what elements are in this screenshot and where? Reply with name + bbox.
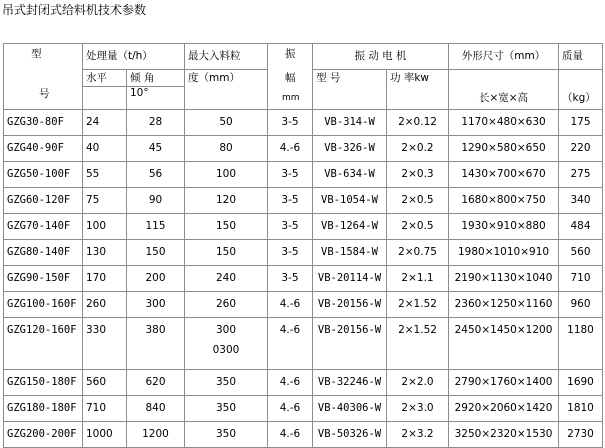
table-row [4,370,603,396]
cell-incline: 620 [127,370,185,396]
cell-dims: 1170×480×630 [449,110,559,136]
cell-mass: 220 [559,136,603,162]
cell-horizontal: 40 [83,136,127,162]
cell-feed: 80 [185,136,268,162]
cell-motor-model: VB-50326-W [313,422,387,448]
cell-motor-model: VB-32246-W [313,370,387,396]
cell-amplitude: 3-5 [268,266,313,292]
cell-mass: 275 [559,162,603,188]
cell-horizontal: 710 [83,396,127,422]
header-amplitude-1: 振 [285,48,296,60]
table-row [4,266,603,292]
cell-model: GZG100-160F [4,292,83,318]
cell-dims: 2450×1450×1200 [449,318,559,370]
cell-motor-model: VB-40306-W [313,396,387,422]
header-row-1 [4,44,603,70]
cell-horizontal: 130 [83,240,127,266]
cell-power: 2×0.75 [387,240,449,266]
cell-feed: 150 [185,240,268,266]
cell-feed-value-2: 0300 [212,344,240,356]
header-max-feed-1: 最大入料粒 [185,44,268,70]
cell-model: GZG150-180F [4,370,83,396]
cell-motor-model: VB-1264-W [313,214,387,240]
cell-power: 2×0.5 [387,214,449,240]
cell-amplitude: 3-5 [268,188,313,214]
cell-power: 2×1.52 [387,292,449,318]
page-title: 吊式封闭式给料机技术参数 [2,3,147,17]
header-incline-deg: 10° [127,87,185,110]
table-row [4,214,603,240]
table-row [4,136,603,162]
cell-mass: 1180 [559,318,603,370]
cell-model: GZG30-80F [4,110,83,136]
cell-mass: 960 [559,292,603,318]
cell-motor-model: VB-20156-W [313,292,387,318]
cell-dims: 3250×2320×1530 [449,422,559,448]
cell-motor-model: VB-1054-W [313,188,387,214]
cell-motor-model: VB-1584-W [313,240,387,266]
cell-horizontal: 100 [83,214,127,240]
header-horizontal: 水平 [83,70,127,87]
cell-horizontal: 330 [83,318,127,370]
cell-incline: 300 [127,292,185,318]
cell-motor-model: VB-634-W [313,162,387,188]
cell-incline: 380 [127,318,185,370]
table-row [4,318,603,370]
header-motor: 振 动 电 机 [313,44,449,70]
cell-incline: 90 [127,188,185,214]
cell-model: GZG40-90F [4,136,83,162]
cell-amplitude: 3-5 [268,110,313,136]
cell-motor-model: VB-314-W [313,110,387,136]
cell-mass: 710 [559,266,603,292]
cell-incline: 115 [127,214,185,240]
header-model-bottom: 号 [39,88,50,100]
header-amplitude-2: 幅 [285,72,296,84]
cell-power: 2×0.12 [387,110,449,136]
cell-incline: 28 [127,110,185,136]
table-row [4,422,603,448]
cell-horizontal: 1000 [83,422,127,448]
cell-mass: 1690 [559,370,603,396]
cell-motor-model: VB-20156-W [313,318,387,370]
cell-mass: 1810 [559,396,603,422]
cell-power: 2×0.5 [387,188,449,214]
cell-horizontal: 24 [83,110,127,136]
cell-dims: 1980×1010×910 [449,240,559,266]
cell-feed: 50 [185,110,268,136]
cell-model: GZG50-100F [4,162,83,188]
cell-mass: 484 [559,214,603,240]
header-mass: 质量 [559,44,603,70]
cell-dims: 1290×580×650 [449,136,559,162]
cell-model: GZG90-150F [4,266,83,292]
table-row [4,240,603,266]
cell-model: GZG180-180F [4,396,83,422]
cell-power: 2×0.3 [387,162,449,188]
cell-incline: 56 [127,162,185,188]
cell-feed: 100 [185,162,268,188]
header-amplitude [268,44,313,110]
header-horizontal-blank [83,87,127,110]
cell-dims: 1430×700×670 [449,162,559,188]
cell-amplitude: 4.-6 [268,318,313,370]
cell-feed: 350 [185,370,268,396]
cell-model: GZG60-120F [4,188,83,214]
table-row [4,396,603,422]
cell-incline: 840 [127,396,185,422]
cell-model: GZG80-140F [4,240,83,266]
cell-mass: 560 [559,240,603,266]
cell-feed-value: 300 [215,324,237,336]
cell-feed: 260 [185,292,268,318]
cell-incline: 150 [127,240,185,266]
cell-horizontal: 170 [83,266,127,292]
cell-model: GZG200-200F [4,422,83,448]
cell-dims: 1930×910×880 [449,214,559,240]
cell-amplitude: 3-5 [268,162,313,188]
cell-feed: 350 [185,422,268,448]
cell-power: 2×3.0 [387,396,449,422]
cell-amplitude: 4.-6 [268,136,313,162]
cell-power: 2×0.2 [387,136,449,162]
table-row [4,292,603,318]
cell-amplitude: 4.-6 [268,396,313,422]
header-dims-sub: 长×宽×高 [449,70,559,110]
cell-feed: 240 [185,266,268,292]
cell-incline: 1200 [127,422,185,448]
header-dims: 外形尺寸（mm） [449,44,559,70]
cell-dims: 2920×2060×1420 [449,396,559,422]
cell-horizontal: 560 [83,370,127,396]
cell-dims: 2360×1250×1160 [449,292,559,318]
cell-power: 2×3.2 [387,422,449,448]
header-mass-unit: （kg） [559,70,603,110]
cell-feed: 120 [185,188,268,214]
cell-amplitude: 3-5 [268,214,313,240]
cell-dims: 2190×1130×1040 [449,266,559,292]
cell-amplitude: 4.-6 [268,370,313,396]
cell-horizontal: 260 [83,292,127,318]
header-capacity: 处理量（t/h） [83,44,185,70]
cell-feed [185,318,268,370]
header-motor-model: 型 号 [313,70,387,110]
cell-mass: 175 [559,110,603,136]
cell-amplitude: 4.-6 [268,292,313,318]
cell-dims: 2790×1760×1400 [449,370,559,396]
cell-power: 2×1.52 [387,318,449,370]
cell-incline: 200 [127,266,185,292]
cell-mass: 340 [559,188,603,214]
cell-power: 2×2.0 [387,370,449,396]
header-incline: 倾 角 [127,70,185,87]
cell-motor-model: VB-20114-W [313,266,387,292]
table-row [4,162,603,188]
spec-table [3,43,603,448]
cell-model: GZG120-160F [4,318,83,370]
table-row [4,110,603,136]
cell-amplitude: 3-5 [268,240,313,266]
header-amplitude-unit: mm [282,93,300,103]
cell-power: 2×1.1 [387,266,449,292]
header-max-feed-2: 度（mm） [185,70,268,110]
cell-mass: 2730 [559,422,603,448]
cell-model: GZG70-140F [4,214,83,240]
cell-horizontal: 75 [83,188,127,214]
cell-feed: 150 [185,214,268,240]
header-model-top: 型 [31,48,42,60]
table-row [4,188,603,214]
cell-incline: 45 [127,136,185,162]
header-motor-power: 功 率kw [387,70,449,110]
cell-horizontal: 55 [83,162,127,188]
cell-amplitude: 4.-6 [268,422,313,448]
cell-dims: 1680×800×750 [449,188,559,214]
header-model [4,44,83,110]
cell-motor-model: VB-326-W [313,136,387,162]
cell-feed: 350 [185,396,268,422]
